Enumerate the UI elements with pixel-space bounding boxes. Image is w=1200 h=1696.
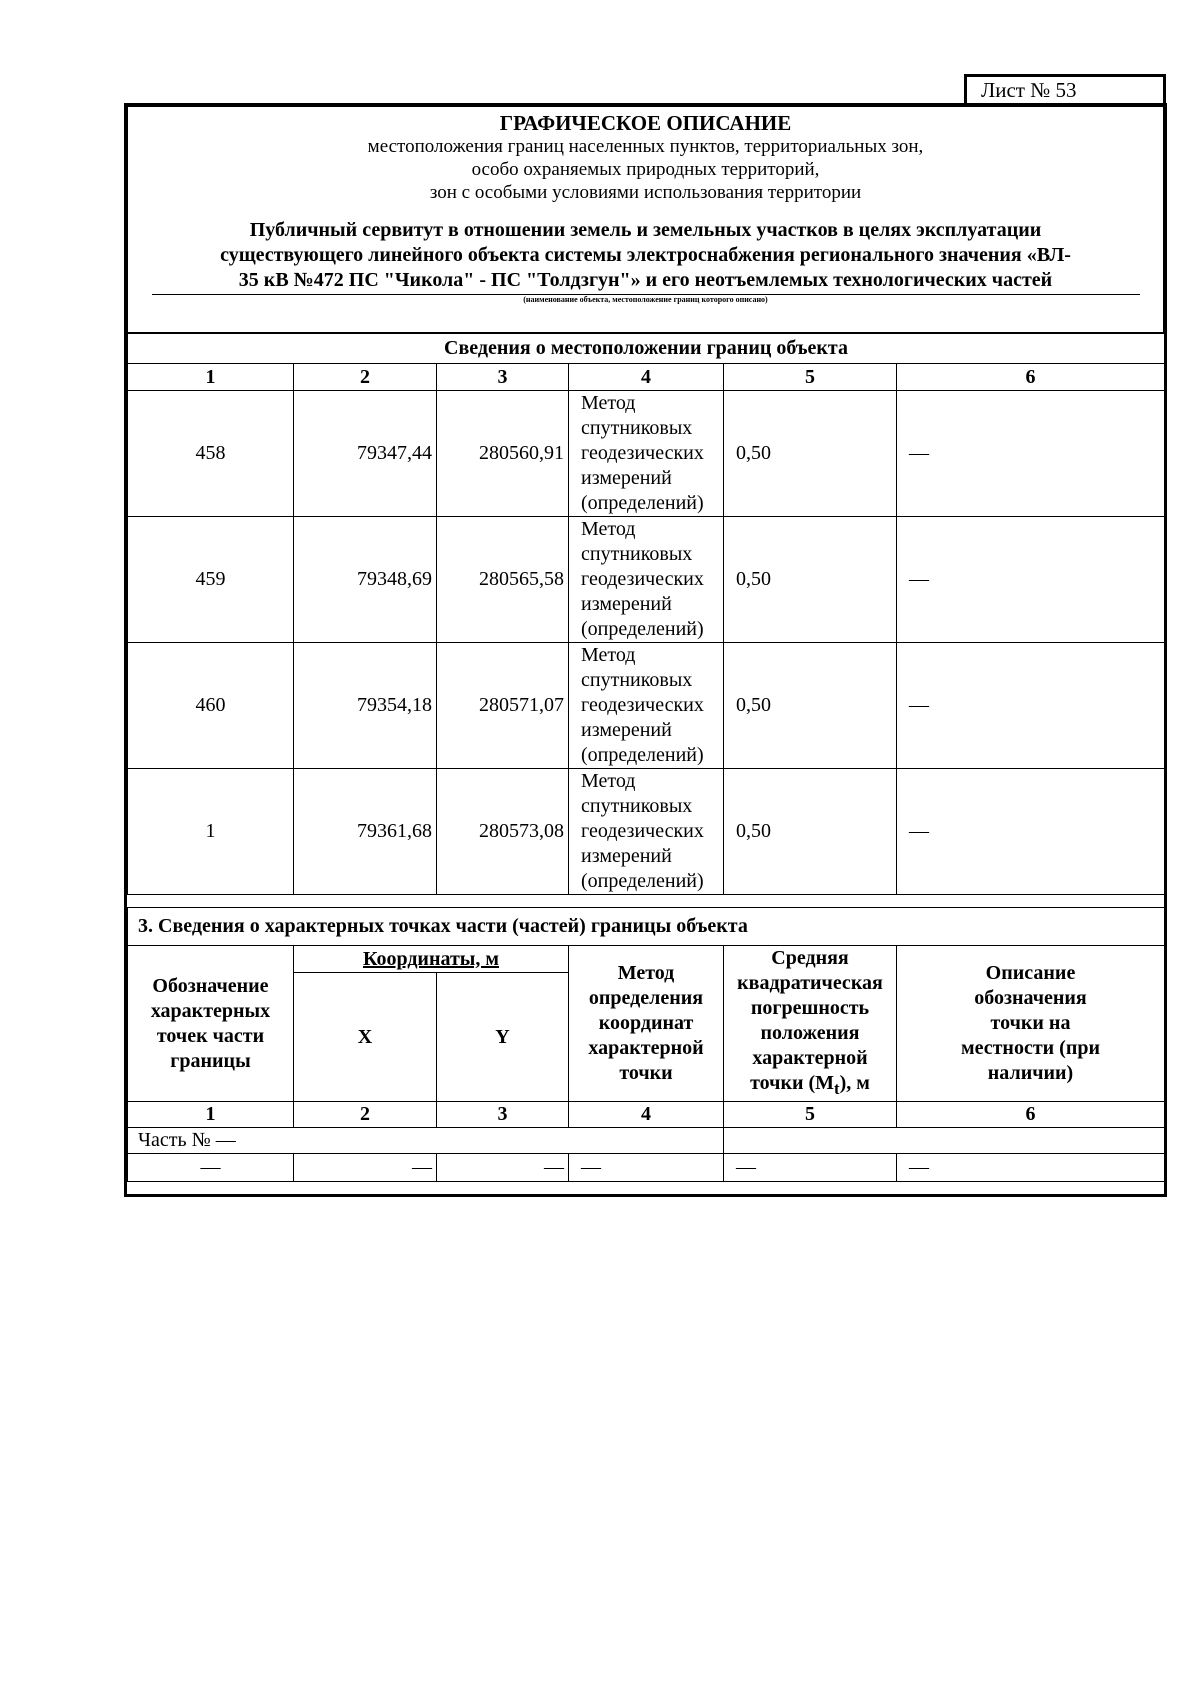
- header-line: обозначения: [974, 987, 1087, 1009]
- header-line: определения: [588, 987, 704, 1009]
- part-label-empty: [724, 1128, 1165, 1154]
- point-id: 459: [128, 517, 294, 643]
- method-line: измерений: [581, 845, 672, 867]
- empty-x: —: [294, 1154, 437, 1182]
- subtitle-line-2: особо охраняемых природных территорий,: [471, 159, 820, 180]
- subtitle-line-3: зон с особыми условиями использования территории: [429, 182, 862, 203]
- col-number-3: 3: [437, 364, 569, 391]
- header-coordinates: [294, 946, 569, 973]
- object-caption: (наименование объекта, местоположение границ которого описано): [523, 295, 768, 304]
- col-number-2: 2: [294, 1102, 437, 1128]
- table-row: [128, 1154, 1165, 1182]
- document-header: [127, 106, 1164, 333]
- header-line: координат: [598, 1012, 694, 1034]
- method-line: Метод: [581, 644, 636, 666]
- header-line: характерных: [150, 999, 271, 1022]
- header-line: наличии): [987, 1062, 1074, 1084]
- part-label: Часть № —: [128, 1128, 724, 1154]
- header-designation: [128, 946, 294, 1102]
- document-title: ГРАФИЧЕСКОЕ ОПИСАНИЕ: [499, 111, 792, 135]
- header-line: [728, 1071, 892, 1101]
- header-line: Средняя: [771, 947, 849, 969]
- table-row: [128, 769, 1165, 895]
- col-number-4: 4: [569, 364, 724, 391]
- header-line: точки на: [990, 1012, 1071, 1034]
- col-number-1: 1: [128, 364, 294, 391]
- empty-error: —: [724, 1154, 897, 1182]
- header-description: [897, 946, 1165, 1102]
- method-line: измерений: [581, 719, 672, 741]
- error-label-sub: t: [834, 1079, 840, 1098]
- header-line: точек части: [156, 1024, 265, 1047]
- col-number-3: 3: [437, 1102, 569, 1128]
- object-line-1: Публичный сервитут в отношении земель и земельных участков в целях эксплуатации: [249, 219, 1042, 241]
- subtitle-line-1: местоположения границ населенных пунктов, территориальных зон,: [367, 136, 924, 157]
- method: [569, 769, 724, 895]
- object-name: [148, 218, 1143, 293]
- method-line: геодезических: [581, 568, 704, 590]
- object-line-2: существующего линейного объекта системы электроснабжения регионального значения «ВЛ-: [220, 244, 1071, 266]
- mean-error: 0,50: [724, 769, 897, 895]
- method-line: Метод: [581, 770, 636, 792]
- coord-y: 280573,08: [437, 769, 569, 895]
- method-line: (определений): [581, 744, 704, 766]
- header-line: квадратическая: [737, 972, 883, 994]
- point-description: —: [897, 769, 1165, 895]
- header-mean-error: [724, 946, 897, 1102]
- method-line: спутниковых: [581, 795, 693, 817]
- point-description: —: [897, 391, 1165, 517]
- point-id: 1: [128, 769, 294, 895]
- col-number-5: 5: [724, 364, 897, 391]
- mean-error: 0,50: [724, 517, 897, 643]
- coord-x: 79347,44: [294, 391, 437, 517]
- object-line-3: 35 кВ №472 ПС "Чикола" - ПС "Толдзгун"» и его неотъемлемых технологических частей: [238, 269, 1053, 291]
- sheet-number: Лист № 53: [964, 74, 1166, 104]
- method-line: (определений): [581, 870, 704, 892]
- empty-point: —: [128, 1154, 294, 1182]
- header-line: точки: [619, 1062, 673, 1084]
- header-method: [569, 946, 724, 1102]
- method-line: спутниковых: [581, 543, 693, 565]
- col-number-2: 2: [294, 364, 437, 391]
- method-line: геодезических: [581, 820, 704, 842]
- header-x: X: [294, 973, 437, 1102]
- table-row: [128, 643, 1165, 769]
- coord-y: 280571,07: [437, 643, 569, 769]
- empty-description: —: [897, 1154, 1165, 1182]
- method-line: геодезических: [581, 694, 704, 716]
- coord-x: 79354,18: [294, 643, 437, 769]
- method-line: спутниковых: [581, 417, 693, 439]
- point-id: 458: [128, 391, 294, 517]
- header-line: местности (при: [960, 1037, 1101, 1059]
- error-label-start: точки (M: [750, 1072, 835, 1094]
- header-line: Метод: [617, 962, 675, 984]
- method: [569, 391, 724, 517]
- method-line: геодезических: [581, 442, 704, 464]
- header-line: границы: [170, 1049, 251, 1072]
- header-coordinates-label: Координаты, м: [362, 947, 500, 970]
- method-line: спутниковых: [581, 669, 693, 691]
- parts-table: [127, 907, 1165, 1182]
- point-id: 460: [128, 643, 294, 769]
- col-number-6: 6: [897, 364, 1165, 391]
- mean-error: 0,50: [724, 391, 897, 517]
- method-line: (определений): [581, 618, 704, 640]
- header-line: Обозначение: [152, 974, 269, 997]
- header-line: погрешность: [750, 997, 870, 1019]
- method: [569, 517, 724, 643]
- header-line: характерной: [588, 1037, 704, 1059]
- empty-y: —: [437, 1154, 569, 1182]
- header-line: положения: [760, 1022, 860, 1044]
- error-label-end: ), м: [839, 1072, 870, 1094]
- header-line: Описание: [985, 962, 1076, 984]
- method-line: Метод: [581, 392, 636, 414]
- method-line: (определений): [581, 492, 704, 514]
- col-number-4: 4: [569, 1102, 724, 1128]
- coord-x: 79348,69: [294, 517, 437, 643]
- empty-method: —: [569, 1154, 724, 1182]
- boundary-table: [127, 333, 1165, 895]
- method-line: измерений: [581, 593, 672, 615]
- coord-y: 280565,58: [437, 517, 569, 643]
- parts-section-title: 3. Сведения о характерных точках части (частей) границы объекта: [128, 908, 1165, 946]
- coord-x: 79361,68: [294, 769, 437, 895]
- col-number-6: 6: [897, 1102, 1165, 1128]
- table-row: [128, 517, 1165, 643]
- coord-y: 280560,91: [437, 391, 569, 517]
- point-description: —: [897, 517, 1165, 643]
- header-line: характерной: [752, 1047, 868, 1069]
- col-number-5: 5: [724, 1102, 897, 1128]
- method: [569, 643, 724, 769]
- boundary-section-title: Сведения о местоположении границ объекта: [128, 334, 1165, 364]
- point-description: —: [897, 643, 1165, 769]
- method-line: измерений: [581, 467, 672, 489]
- table-row: [128, 391, 1165, 517]
- header-y: Y: [437, 973, 569, 1102]
- col-number-1: 1: [128, 1102, 294, 1128]
- mean-error: 0,50: [724, 643, 897, 769]
- method-line: Метод: [581, 518, 636, 540]
